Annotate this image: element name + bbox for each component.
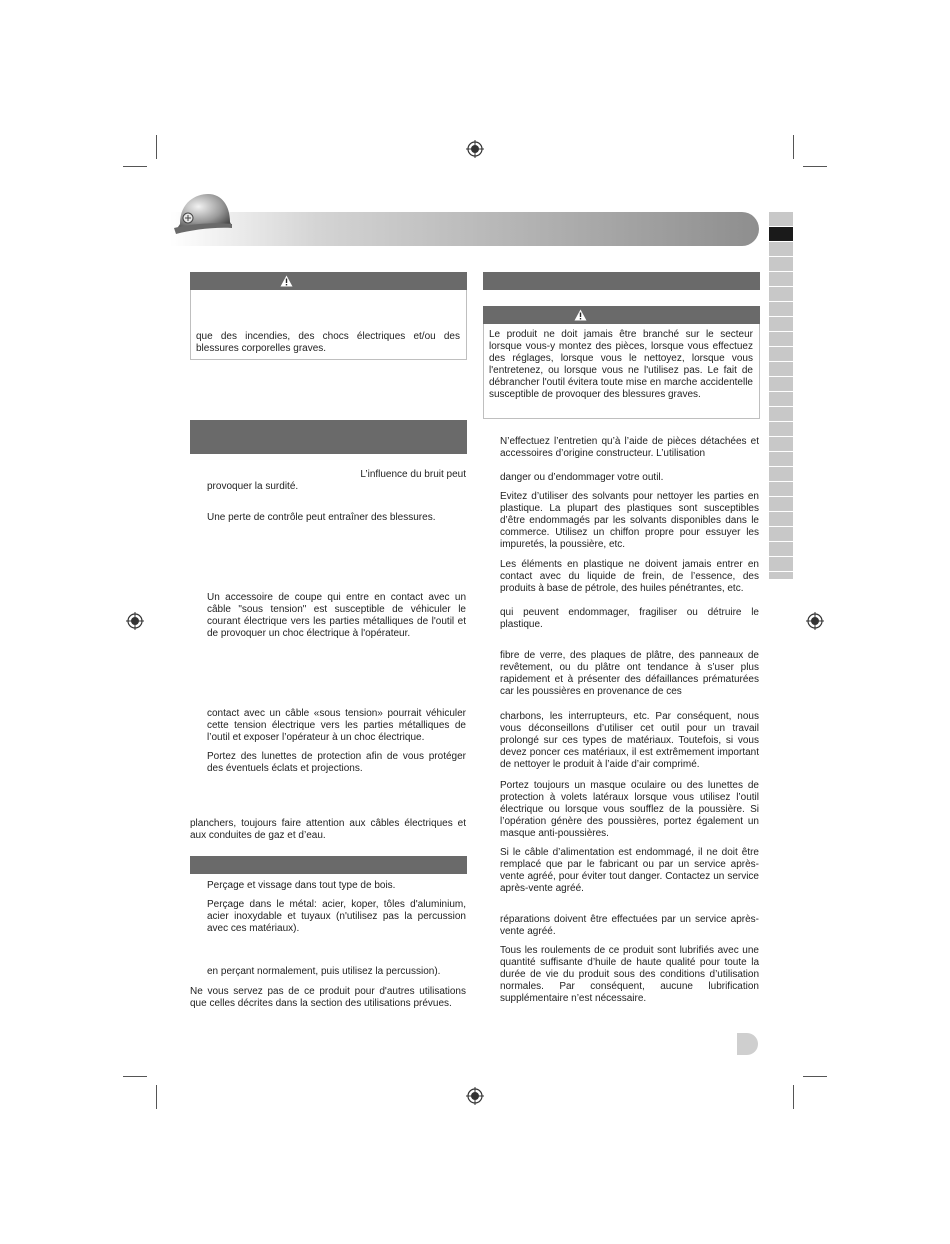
crop-mark [793,1085,794,1109]
header-bar [170,212,759,246]
closing-paragraph: Ne vous servez pas de ce produit pour d'autres utilisations que celles décrites dans la section des utilisations prévues. [190,986,466,1009]
warning-text: Le produit ne doit jamais être branché sur le secteur lorsque vous-y montez des pièces, lorsque vous effectuez des réglages, lorsque vous le nettoyez, lorsque vous l'entretenez, ou lorsque vous ne l'utilisez pas. Le fait de débrancher l'outil évitera toute mise en marche accidentelle susceptible de provoquer des blessures graves. [489,329,753,400]
section-tab[interactable] [769,542,793,556]
paragraph: L’influence du bruit peut [360,469,466,480]
section-tab[interactable] [769,437,793,451]
section-tab[interactable] [769,452,793,466]
paragraph: réparations doivent être effectuées par un service après-vente agréé. [500,914,759,937]
section-tab[interactable] [769,422,793,436]
crop-mark [123,1076,147,1077]
paragraph: Portez toujours un masque oculaire ou des lunettes de protection à volets latéraux lorsque vous utilisez l’outil électrique ou lorsque vous soufflez de la poussière. Si l’opération génère des poussières, portez également un masque anti-poussières. [500,780,759,839]
warning-text: que des incendies, des chocs électriques et/ou des blessures corporelles graves. [196,331,460,354]
paragraph: Tous les roulements de ce produit sont lubrifiés avec une quantité suffisante d’huile de haute qualité pour toute la durée de vie du produit sous des conditions d’utilisation normales. Par conséquent, aucune lubrification supplémentaire n’est nécessaire. [500,945,759,1004]
section-header-bar [190,856,467,874]
use-item: en perçant normalement, puis utilisez la percussion). [207,966,441,977]
section-tab[interactable] [769,212,793,226]
section-tab[interactable] [769,572,793,579]
section-tab[interactable] [769,377,793,391]
warning-header [483,306,760,324]
paragraph: Les éléments en plastique ne doivent jamais entrer en contact avec du liquide de frein, de l’essence, des produits à base de pétrole, des huiles pénétrantes, etc. [500,559,759,594]
use-item: Perçage et vissage dans tout type de bois. [207,880,396,891]
warning-triangle-icon [280,275,293,287]
section-tab[interactable] [769,257,793,271]
paragraph: N’effectuez l’entretien qu’à l’aide de pièces détachées et accessoires d’origine constructeur. L’utilisation [500,436,759,459]
section-tab[interactable] [769,557,793,571]
safety-helmet-icon [172,188,234,244]
section-tab[interactable] [769,302,793,316]
paragraph: fibre de verre, des plaques de plâtre, des panneaux de revêtement, ou du plâtre ont tendance à s’user plus rapidement et à présenter des défaillances prématurées car les poussières en provenance de ces [500,650,759,697]
crop-mark [156,135,157,159]
warning-triangle-icon [574,309,587,321]
section-tab[interactable] [769,407,793,421]
crop-mark [156,1085,157,1109]
crop-mark [123,166,147,167]
section-header-bar [483,272,760,290]
section-tab[interactable] [769,272,793,286]
section-tab[interactable] [769,392,793,406]
section-tab[interactable] [769,527,793,541]
warning-header [190,272,467,290]
paragraph: Portez des lunettes de protection afin de vous protéger des éventuels éclats et projections. [207,751,466,774]
paragraph: qui peuvent endommager, fragiliser ou détruire le plastique. [500,607,759,630]
paragraph: contact avec un câble «sous tension» pourrait véhiculer cette tension électrique vers les parties métalliques de l’outil et exposer l’opérateur à un choc électrique. [207,708,466,743]
section-tab[interactable] [769,512,793,526]
section-tab[interactable] [769,242,793,256]
section-tab[interactable] [769,332,793,346]
paragraph: Une perte de contrôle peut entraîner des blessures. [207,512,436,523]
registration-mark-icon [806,612,824,630]
paragraph: Si le câble d’alimentation est endommagé, il ne doit être remplacé que par le fabricant ou par un service après-vente agréé, pour éviter tout danger. Contactez un service après-vente agréé. [500,847,759,894]
paragraph: planchers, toujours faire attention aux câbles électriques et aux conduites de gaz et d’eau. [190,818,466,841]
section-tab[interactable] [769,317,793,331]
section-tab[interactable] [769,467,793,481]
crop-mark [803,166,827,167]
paragraph: charbons, les interrupteurs, etc. Par conséquent, nous vous déconseillons d’utiliser cet outil pour un travail prolongé sur ces types de matériaux. Toutefois, si vous devez poncer ces matériaux, il est extrêmement important de nettoyer le produit à l’aide d’air comprimé. [500,711,759,770]
section-tab[interactable] [769,287,793,301]
paragraph: danger ou d’endommager votre outil. [500,472,664,483]
registration-mark-icon [466,140,484,158]
section-tab-active[interactable] [769,227,793,241]
section-tab[interactable] [769,482,793,496]
use-item: Perçage dans le métal: acier, koper, tôles d'aluminium, acier inoxydable et tuyaux (n'utilisez pas la percussion avec ces matériaux). [207,899,466,934]
section-header-bar [190,420,467,454]
paragraph: Un accessoire de coupe qui entre en contact avec un câble "sous tension" est susceptible de véhiculer le courant électrique vers les parties métalliques de l'outil et de provoquer un choc électrique à l'opérateur. [207,592,466,639]
section-tab[interactable] [769,497,793,511]
registration-mark-icon [126,612,144,630]
paragraph: Evitez d’utiliser des solvants pour nettoyer les parties en plastique. La plupart des plastiques sont susceptibles d’être endommagés par les solvants disponibles dans le commerce. Utilisez un chiffon propre pour essuyer les impuretés, la poussière, etc. [500,491,759,550]
section-tab[interactable] [769,347,793,361]
section-tab[interactable] [769,362,793,376]
registration-mark-icon [466,1087,484,1105]
paragraph: provoquer la surdité. [207,481,299,492]
page-number-tab [737,1033,758,1055]
crop-mark [803,1076,827,1077]
crop-mark [793,135,794,159]
